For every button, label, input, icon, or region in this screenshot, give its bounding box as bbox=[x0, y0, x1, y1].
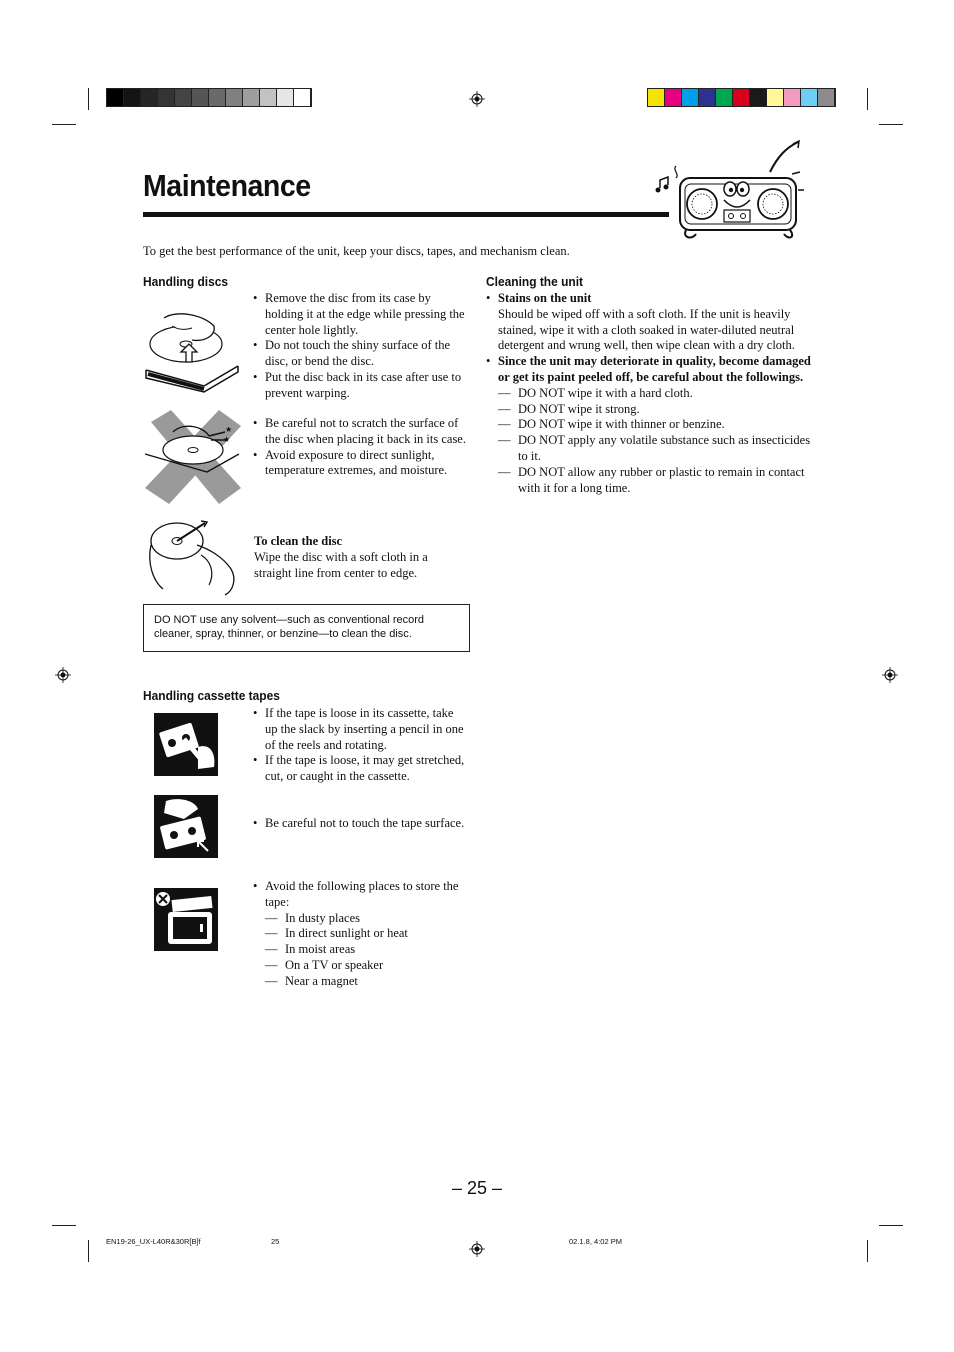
section-heading-handling-tapes: Handling cassette tapes bbox=[143, 688, 280, 703]
list-item: — In direct sunlight or heat bbox=[265, 926, 467, 942]
disc-removal-illustration bbox=[142, 296, 242, 396]
color-swatch bbox=[175, 89, 192, 106]
disc-cleaning-illustration bbox=[145, 515, 243, 597]
color-swatch bbox=[767, 89, 784, 106]
list-item: • Be careful not to touch the tape surface. bbox=[253, 816, 467, 832]
section-heading-handling-discs: Handling discs bbox=[143, 274, 229, 289]
list-item: — DO NOT wipe it with a hard cloth. bbox=[498, 386, 812, 402]
color-calibration-bar bbox=[647, 88, 836, 107]
list-item: • Do not touch the shiny surface of the disc, or bend the disc. bbox=[253, 338, 467, 370]
list-item: • Be careful not to scratch the surface of the disc when placing it back in its case. bbox=[253, 416, 467, 448]
list-item: • Put the disc back in its case after use to prevent warping. bbox=[253, 370, 467, 402]
list-item: • If the tape is loose, it may get stretched, cut, or caught in the cassette. bbox=[253, 753, 467, 785]
crop-mark bbox=[867, 1240, 868, 1262]
section-heading-cleaning-unit: Cleaning the unit bbox=[486, 274, 584, 289]
cassette-pencil-illustration bbox=[154, 713, 218, 776]
crop-mark bbox=[88, 1240, 89, 1262]
color-swatch bbox=[750, 89, 767, 106]
tape-storage-warning-illustration bbox=[154, 888, 218, 951]
list-item: — DO NOT allow any rubber or plastic to remain in contact with it for a long time. bbox=[498, 465, 812, 497]
footer-sheet-number: 25 bbox=[271, 1237, 280, 1246]
intro-text: To get the best performance of the unit, keep your discs, tapes, and mechanism clean. bbox=[143, 244, 570, 258]
registration-mark-icon bbox=[55, 667, 71, 683]
cassette-touch-warning-illustration bbox=[154, 795, 218, 858]
list-item: • Avoid the following places to store the tape: bbox=[253, 879, 467, 911]
registration-mark-icon bbox=[882, 667, 898, 683]
color-swatch bbox=[733, 89, 750, 106]
list-item: • Remove the disc from its case by holding it at the edge while pressing the center hole lightly. bbox=[253, 291, 467, 338]
crop-mark bbox=[52, 124, 76, 125]
list-item: — In moist areas bbox=[265, 942, 467, 958]
stains-heading: Stains on the unit bbox=[498, 291, 592, 305]
crop-mark bbox=[52, 1225, 76, 1226]
color-swatch bbox=[192, 89, 209, 106]
color-swatch bbox=[818, 89, 835, 106]
color-swatch bbox=[260, 89, 277, 106]
color-swatch bbox=[665, 89, 682, 106]
tape-storage-tips bbox=[253, 879, 467, 990]
color-swatch bbox=[294, 89, 311, 106]
svg-text:★: ★ bbox=[223, 435, 231, 444]
footer-timestamp: 02.1.8, 4:02 PM bbox=[569, 1237, 622, 1246]
color-swatch bbox=[209, 89, 226, 106]
crop-mark bbox=[88, 88, 89, 110]
list-item: — DO NOT apply any volatile substance such as insecticides to it. bbox=[498, 433, 812, 465]
page-number: – 25 – bbox=[452, 1178, 503, 1198]
color-swatch bbox=[243, 89, 260, 106]
list-item: — Near a magnet bbox=[265, 974, 467, 990]
cleaning-unit-content bbox=[486, 291, 812, 496]
color-swatch bbox=[699, 89, 716, 106]
color-swatch bbox=[124, 89, 141, 106]
list-item: — On a TV or speaker bbox=[265, 958, 467, 974]
boombox-mascot-illustration bbox=[652, 138, 808, 242]
disc-tips-group-2 bbox=[253, 416, 467, 479]
registration-mark-icon bbox=[469, 1241, 485, 1257]
color-swatch bbox=[801, 89, 818, 106]
list-item: — DO NOT wipe it with thinner or benzine. bbox=[498, 417, 812, 433]
color-swatch bbox=[141, 89, 158, 106]
clean-disc-block bbox=[254, 534, 464, 581]
color-swatch bbox=[277, 89, 294, 106]
disc-tips-group-1 bbox=[253, 291, 467, 402]
clean-disc-text: Wipe the disc with a soft cloth in a straight line from center to edge. bbox=[254, 549, 428, 580]
list-item: — In dusty places bbox=[265, 911, 467, 927]
grayscale-calibration-bar bbox=[106, 88, 312, 107]
list-item bbox=[486, 354, 812, 386]
clean-disc-heading: To clean the disc bbox=[254, 534, 343, 548]
color-swatch bbox=[716, 89, 733, 106]
stains-text: Should be wiped off with a soft cloth. If the unit is heavily stained, wipe it with a cloth soaked in water-diluted neutral detergent and wrung well, then wipe clean with a dry cloth. bbox=[498, 306, 795, 353]
crop-mark bbox=[879, 124, 903, 125]
crop-mark bbox=[867, 88, 868, 110]
svg-text:★: ★ bbox=[225, 425, 233, 434]
page-title: Maintenance bbox=[143, 168, 311, 203]
tape-tips-group-2 bbox=[253, 816, 467, 832]
title-rule bbox=[143, 212, 669, 217]
list-item: — DO NOT wipe it strong. bbox=[498, 402, 812, 418]
registration-mark-icon bbox=[469, 91, 485, 107]
list-item: • If the tape is loose in its cassette, take up the slack by inserting a pencil in one of the reels and rotating. bbox=[253, 706, 467, 753]
color-swatch bbox=[158, 89, 175, 106]
color-swatch bbox=[226, 89, 243, 106]
color-swatch bbox=[107, 89, 124, 106]
crop-mark bbox=[879, 1225, 903, 1226]
footer-filename: EN19-26_UX-L40R&30R[B]f bbox=[106, 1237, 201, 1246]
caution-heading: Since the unit may deteriorate in quality, become damaged or get its paint peeled off, be careful about the followings. bbox=[498, 354, 811, 384]
tape-tips-group-1 bbox=[253, 706, 467, 785]
color-swatch bbox=[784, 89, 801, 106]
list-item bbox=[486, 291, 812, 354]
color-swatch bbox=[648, 89, 665, 106]
color-swatch bbox=[682, 89, 699, 106]
list-item: • Avoid exposure to direct sunlight, temperature extremes, and moisture. bbox=[253, 448, 467, 480]
disc-scratch-warning-illustration bbox=[143, 408, 243, 506]
solvent-warning-box: DO NOT use any solvent—such as conventional record cleaner, spray, thinner, or benzine—to clean the disc. bbox=[143, 604, 470, 652]
